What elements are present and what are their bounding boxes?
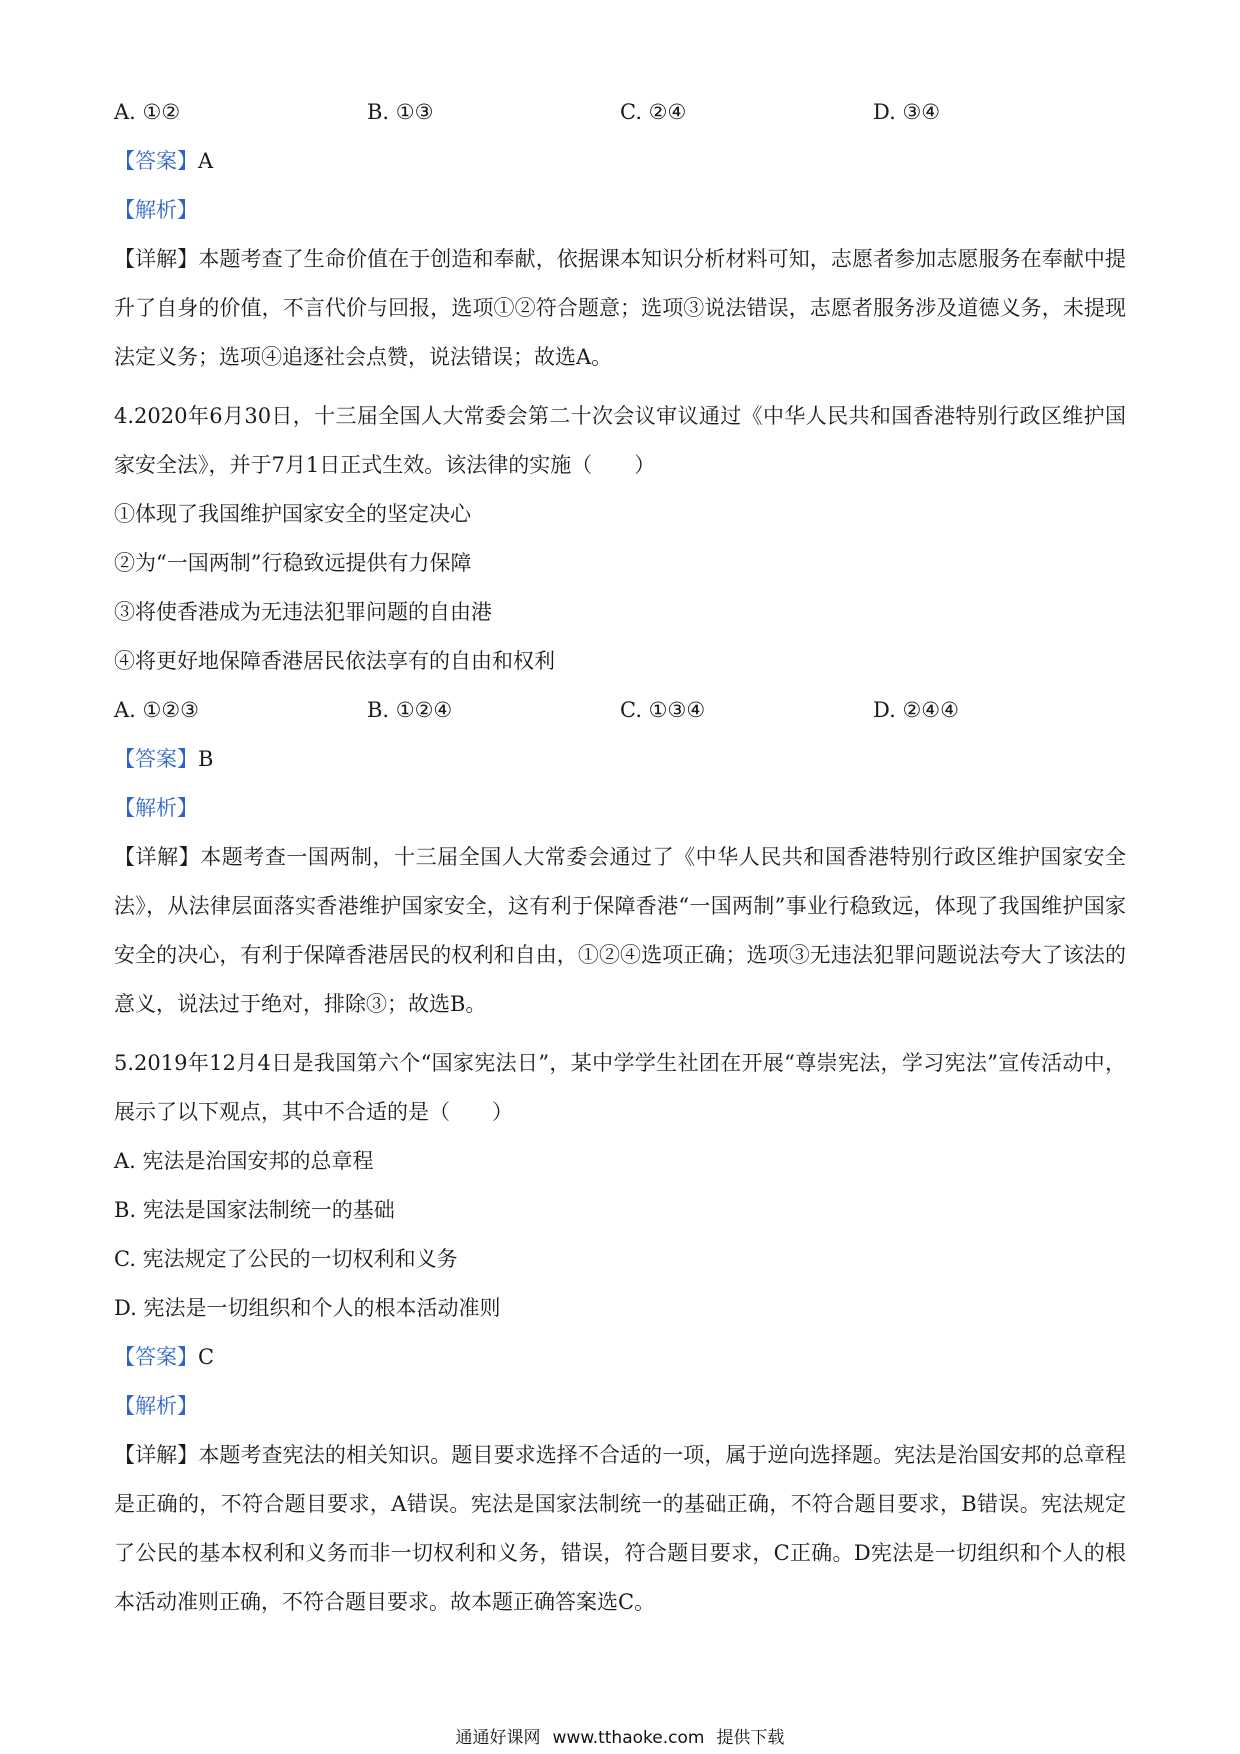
- answer-tag: 【答案】: [114, 1345, 198, 1369]
- q4-item-2: ②为“一国两制”行稳致远提供有力保障: [114, 551, 472, 575]
- q5-option-d: D. 宪法是一切组织和个人的根本活动准则: [114, 1296, 501, 1320]
- detail-tag: 【详解】: [114, 1443, 199, 1467]
- document-page: [114, 98, 1126, 1627]
- analysis-tag: 【解析】: [114, 1394, 198, 1418]
- q4-option-c: C. ①③④: [620, 698, 706, 722]
- footer-url[interactable]: www.tthaoke.com: [552, 1728, 705, 1748]
- q3-option-d: D. ③④: [873, 100, 941, 124]
- answer-value: C: [198, 1345, 215, 1369]
- page-footer: [0, 1728, 1240, 1748]
- q4-item-3: ③将使香港成为无违法犯罪问题的自由港: [114, 600, 492, 624]
- footer-site-name: 通通好课网: [455, 1728, 541, 1748]
- q4-answer: [114, 745, 1126, 774]
- analysis-tag: 【解析】: [114, 796, 198, 820]
- q3-option-c: C. ②④: [620, 100, 687, 124]
- q4-option-d: D. ②④④: [873, 698, 959, 722]
- q5-analysis: [114, 1392, 1126, 1421]
- detail-text: 本题考查一国两制，十三届全国人大常委会通过了《中华人民共和国香港特别行政区维护国家安全法》，从法律层面落实香港维护国家安全，这有利于保障香港“一国两制”事业行稳致远，体现了我国维护国家安全的决心，有利于保障香港居民的权利和自由，①②④选项正确；选项③无违法犯罪问题说法夸大了该法的意义，说法过于绝对，排除③；故选B。: [114, 845, 1127, 1016]
- q3-answer: [114, 147, 1126, 176]
- detail-text: 本题考查了生命价值在于创造和奉献，依据课本知识分析材料可知，志愿者参加志愿服务在奉献中提升了自身的价值，不言代价与回报，选项①②符合题意；选项③说法错误，志愿者服务涉及道德义务，未提现法定义务；选项④追逐社会点赞，说法错误；故选A。: [114, 247, 1126, 369]
- q5-option-b: B. 宪法是国家法制统一的基础: [114, 1198, 395, 1222]
- q3-analysis: [114, 196, 1126, 225]
- analysis-tag: 【解析】: [114, 198, 198, 222]
- q5-option-a: A. 宪法是治国安邦的总章程: [114, 1149, 374, 1173]
- q5-option-c: C. 宪法规定了公民的一切权利和义务: [114, 1247, 458, 1271]
- q4-item-1: ①体现了我国维护国家安全的坚定决心: [114, 502, 471, 526]
- q4-analysis: [114, 794, 1126, 823]
- answer-tag: 【答案】: [114, 149, 198, 173]
- q3-option-a: A. ①②: [114, 100, 181, 124]
- q5-stem: 5.2019年12月4日是我国第六个“国家宪法日”，某中学学生社团在开展“尊崇宪法，学习宪法”宣传活动中，展示了以下观点，其中不合适的是（ ）: [114, 1051, 1126, 1124]
- q3-options: [114, 98, 1126, 127]
- detail-text: 本题考查宪法的相关知识。题目要求选择不合适的一项，属于逆向选择题。宪法是治国安邦的总章程是正确的，不符合题目要求，A错误。宪法是国家法制统一的基础正确，不符合题目要求，B错误。宪法规定了公民的基本权利和义务而非一切权利和义务，错误，符合题目要求，C正确。D宪法是一切组织和个人的根本活动准则正确，不符合题目要求。故本题正确答案选C。: [114, 1443, 1126, 1614]
- answer-value: A: [198, 149, 214, 173]
- answer-tag: 【答案】: [114, 747, 198, 771]
- q4-option-a: A. ①②③: [114, 698, 199, 722]
- q5-detail: [114, 1431, 1126, 1627]
- detail-tag: 【详解】: [114, 247, 199, 271]
- q4-option-b: B. ①②④: [367, 698, 453, 722]
- footer-suffix: 提供下载: [716, 1728, 785, 1748]
- detail-tag: 【详解】: [114, 845, 201, 869]
- q4-item-4: ④将更好地保障香港居民依法享有的自由和权利: [114, 649, 555, 673]
- q4-options: [114, 696, 1126, 725]
- q3-option-b: B. ①③: [367, 100, 434, 124]
- q4-stem: 4.2020年6月30日，十三届全国人大常委会第二十次会议审议通过《中华人民共和国香港特别行政区维护国家安全法》，并于7月1日正式生效。该法律的实施（ ）: [114, 404, 1126, 477]
- answer-value: B: [198, 747, 214, 771]
- q3-detail: [114, 235, 1126, 382]
- q5-answer: [114, 1343, 1126, 1372]
- q4-detail: [114, 833, 1126, 1029]
